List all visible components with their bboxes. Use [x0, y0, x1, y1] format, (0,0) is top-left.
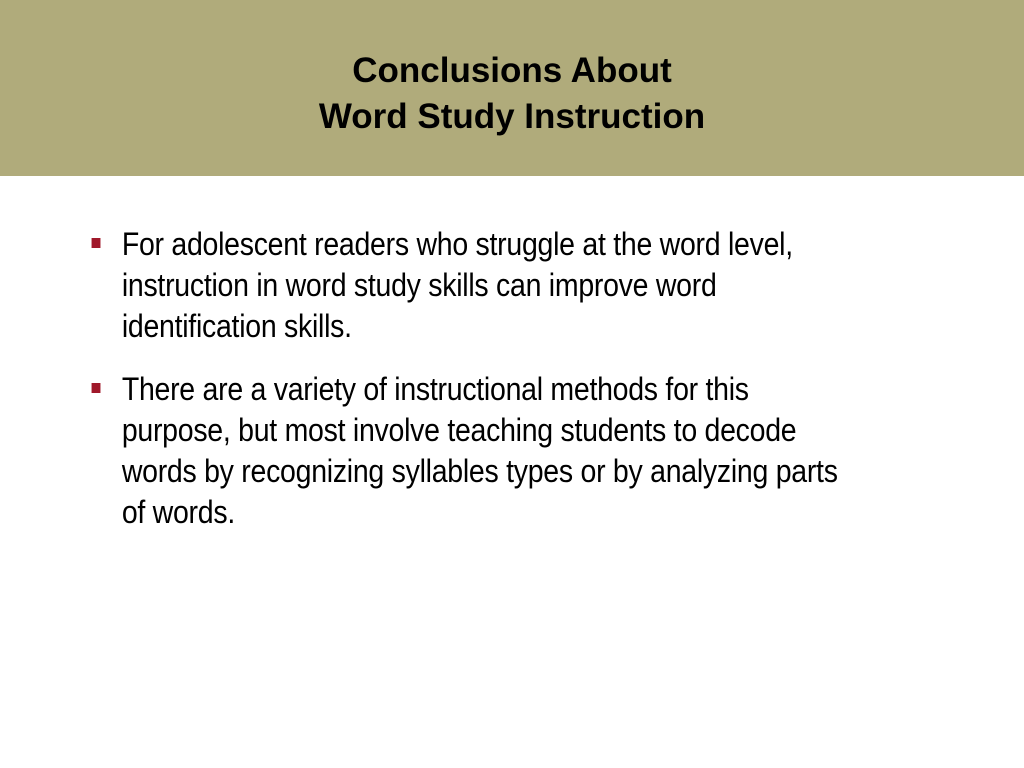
bullet-item [88, 369, 1012, 533]
title-bar [0, 0, 1024, 176]
bullet-line: words by recognizing syllables types or by analyzing parts [121, 453, 838, 489]
bullet-item [88, 224, 1012, 347]
bullet-list [88, 224, 988, 533]
bullet-line: instruction in word study skills can improve word [121, 267, 717, 303]
bullet-line: purpose, but most involve teaching students to decode [121, 412, 797, 448]
bullet-line: For adolescent readers who struggle at the word level, [121, 226, 793, 262]
bullet-line: of words. [121, 494, 235, 530]
bullet-line: There are a variety of instructional methods for this [121, 371, 749, 407]
slide-title [0, 48, 1024, 140]
square-bullet-icon [92, 238, 101, 248]
title-line: Conclusions About [352, 51, 672, 90]
bullet-line: identification skills. [121, 308, 352, 344]
square-bullet-icon [92, 383, 101, 393]
title-line: Word Study Instruction [318, 97, 706, 136]
